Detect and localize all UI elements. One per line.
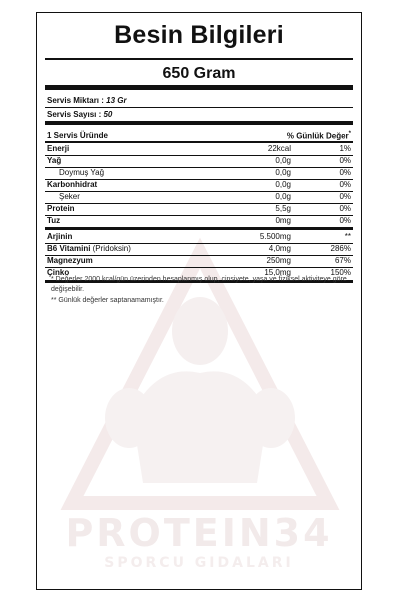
nutrient-percent: ** bbox=[344, 232, 351, 241]
table-header bbox=[47, 131, 351, 140]
table-row bbox=[47, 231, 351, 243]
nutrient-percent: 0% bbox=[339, 156, 351, 165]
nutrient-amount: 0mg bbox=[275, 216, 291, 225]
table-row bbox=[47, 155, 351, 167]
nutrient-percent: 0% bbox=[339, 204, 351, 213]
footnote-daily-values: * Değerler 2000 kcal/gün üzerinden hesaplanmış olup, cinsiyete, yaşa ve fiziksel aktiviteye göre değişebilir. bbox=[51, 276, 347, 293]
header-daily-value: % Günlük Değer* bbox=[286, 131, 351, 141]
nutrient-name: Şeker bbox=[59, 192, 80, 201]
table-row bbox=[47, 179, 351, 191]
net-weight: 650 Gram bbox=[162, 65, 236, 82]
serving-size-label: Servis Miktarı : bbox=[47, 96, 107, 105]
nutrient-amount: 5.500mg bbox=[259, 232, 291, 241]
nutrient-percent: 150% bbox=[330, 268, 351, 277]
nutrition-facts-panel bbox=[36, 12, 362, 590]
nutrient-name: Doymuş Yağ bbox=[59, 168, 105, 177]
title-divider bbox=[45, 58, 353, 60]
watermark-brand: PROTEIN34 bbox=[65, 511, 333, 555]
nutrient-percent: 0% bbox=[339, 192, 351, 201]
header-per-serving: 1 Servis Üründe bbox=[47, 131, 108, 140]
watermark-tagline: SPORCU GIDALARI bbox=[104, 555, 294, 571]
panel-title: Besin Bilgileri bbox=[114, 21, 284, 49]
table-row bbox=[47, 243, 351, 255]
serving-count-value: 50 bbox=[103, 110, 113, 119]
nutrient-amount: 0,0g bbox=[275, 192, 291, 201]
nutrient-name: Tuz bbox=[47, 216, 61, 225]
nutrient-amount: 0,0g bbox=[275, 180, 291, 189]
table-row bbox=[47, 167, 351, 179]
nutrient-amount: 4,0mg bbox=[268, 244, 291, 253]
serving-size-value: 13 Gr bbox=[106, 96, 127, 105]
nutrient-amount: 5,5g bbox=[275, 204, 291, 213]
nutrient-percent: 286% bbox=[330, 244, 351, 253]
nutrient-percent: 0% bbox=[339, 180, 351, 189]
thick-divider bbox=[45, 85, 353, 90]
table-row bbox=[47, 191, 351, 203]
nutrient-name: Protein bbox=[47, 204, 75, 213]
nutrient-amount: 250mg bbox=[266, 256, 291, 265]
table-row bbox=[47, 255, 351, 267]
serving-count bbox=[47, 110, 112, 119]
nutrient-name: Magnezyum bbox=[47, 256, 93, 265]
nutrient-percent: 0% bbox=[339, 216, 351, 225]
nutrient-name: Çinko bbox=[47, 268, 70, 277]
nutrient-percent: 1% bbox=[339, 144, 351, 153]
table-row bbox=[47, 143, 351, 155]
nutrient-percent: 67% bbox=[334, 256, 351, 265]
nutrient-name: Arjinin bbox=[47, 232, 73, 241]
table-row bbox=[47, 203, 351, 215]
serving-count-label: Servis Sayısı : bbox=[47, 110, 104, 119]
nutrient-amount: 15,0mg bbox=[264, 268, 291, 277]
serving-size bbox=[47, 96, 127, 105]
nutrient-name: Karbonhidrat bbox=[47, 180, 98, 189]
footnote-not-established: ** Günlük değerler saptanamamıştır. bbox=[51, 297, 164, 304]
nutrient-amount: 22kcal bbox=[267, 144, 291, 153]
nutrient-amount: 0,0g bbox=[275, 168, 291, 177]
nutrient-name: Yağ bbox=[47, 156, 62, 165]
nutrient-percent: 0% bbox=[339, 168, 351, 177]
table-row bbox=[47, 215, 351, 227]
nutrient-amount: 0,0g bbox=[275, 156, 291, 165]
nutrient-name: B6 Vitamini (Pridoksin) bbox=[47, 244, 131, 253]
nutrient-name: Enerji bbox=[47, 144, 70, 153]
thick-divider-2 bbox=[45, 121, 353, 125]
